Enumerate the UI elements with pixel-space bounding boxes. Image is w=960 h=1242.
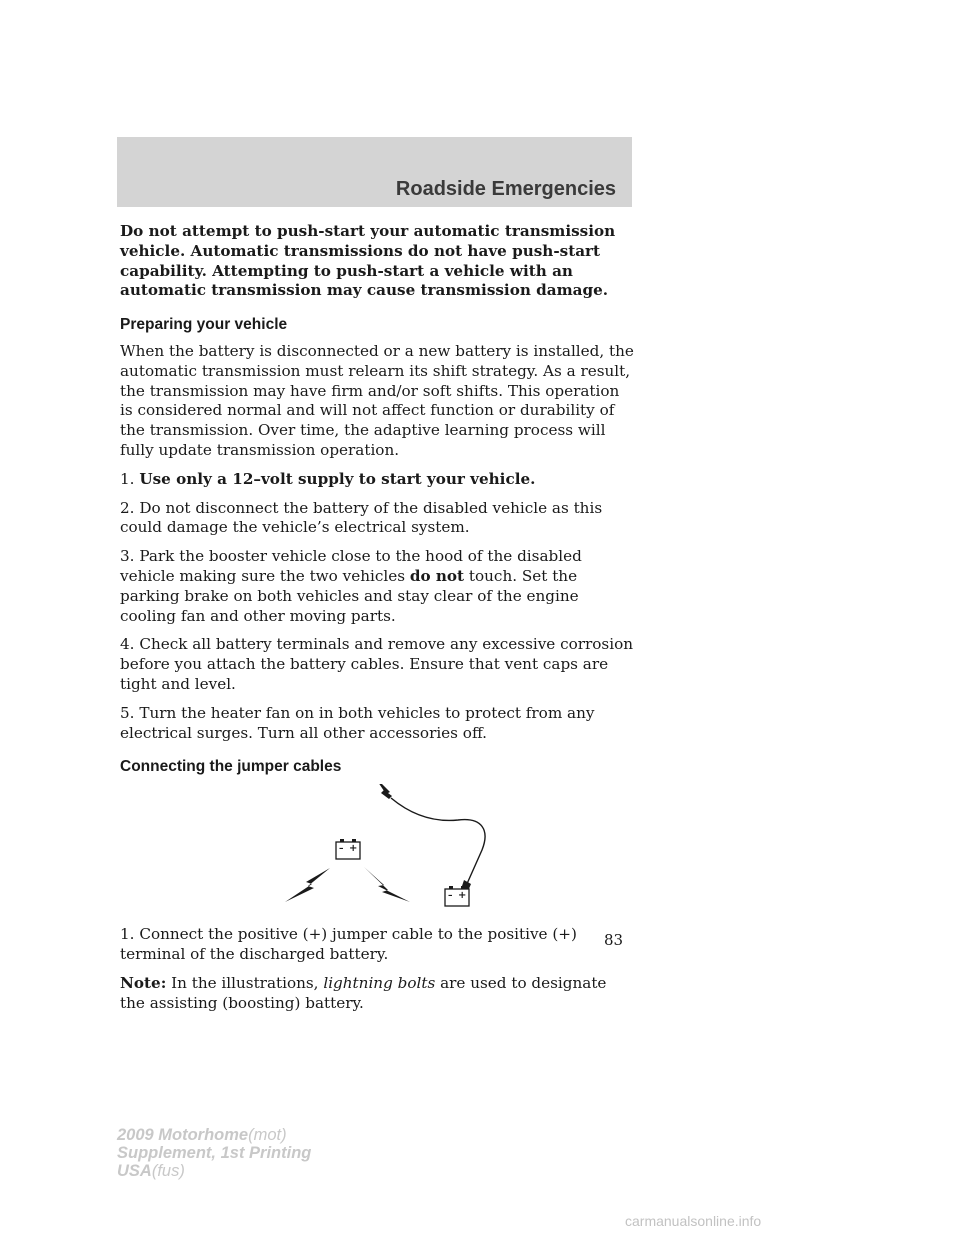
note-pre: In the illustrations,: [166, 973, 324, 992]
step-3-bold: do not: [409, 566, 465, 585]
battery-left-plus: +: [349, 843, 358, 855]
footer-market-code: (fus): [151, 1162, 185, 1180]
page-content: [120, 222, 635, 1022]
jumper-cable-diagram: [120, 784, 635, 919]
step-1-text: Use only a 12–volt supply to start your vehicle.: [139, 469, 536, 488]
page-number: 83: [604, 931, 624, 949]
step-4: 4. Check all battery terminals and remove any excessive corrosion before you attach the battery cables. Ensure that vent caps are tight and level.: [120, 635, 634, 693]
lightning-bolt-left-icon: [285, 868, 330, 902]
connect-step-1: 1. Connect the positive (+) jumper cable to the positive (+) terminal of the discharged battery.: [120, 925, 577, 963]
battery-right-plus: +: [458, 890, 467, 902]
warning-text: Do not attempt to push-start your automatic transmission vehicle. Automatic transmissions do not have push-start capability. Attempting to push-start a vehicle with an automatic transmission may cause transmission damage.: [120, 222, 616, 300]
step-3-pre: 3. Park the booster vehicle close to the hood of the disabled vehicle making sure the two vehicles: [120, 547, 582, 585]
intro-paragraph: When the battery is disconnected or a new battery is installed, the automatic transmission must relearn its shift strategy. As a result, the transmission may have firm and/or soft shifts. This operation is considered normal and will not affect function or durability of the transmission. Over time, the adaptive learning process will fully update transmission operation.: [120, 341, 634, 459]
section-header-band: [117, 137, 632, 207]
battery-right-minus: –: [448, 891, 453, 902]
step-1-number: 1.: [120, 469, 135, 488]
footer-line-3: [117, 1162, 311, 1180]
footer-model: 2009 Motorhome: [117, 1126, 249, 1144]
jumper-cable-illustration: [120, 784, 635, 919]
step-5: 5. Turn the heater fan on in both vehicles to protect from any electrical surges. Turn all other accessories off.: [120, 703, 595, 742]
heading-preparing-vehicle: Preparing your vehicle: [120, 316, 288, 334]
battery-right-icon: [445, 886, 469, 906]
site-watermark: carmanualsonline.info: [625, 1213, 762, 1229]
footer-model-code: (mot): [248, 1126, 287, 1144]
cable-clamp-icon: [378, 784, 392, 799]
jumper-cable-line: [390, 797, 486, 834]
note-label: Note:: [120, 973, 167, 992]
heading-connecting-cables: Connecting the jumper cables: [120, 758, 342, 776]
footer-line-2: Supplement, 1st Printing: [117, 1144, 312, 1162]
battery-left-icon: [336, 839, 360, 859]
print-footer: [117, 1126, 311, 1180]
note-italic: lightning bolts: [323, 973, 436, 992]
step-3-post: touch. Set the parking brake on both vehicles and stay clear of the engine cooling fan and other moving parts.: [120, 566, 579, 625]
jumper-cable-line-visible: [391, 798, 485, 886]
note-post: are used to designate the assisting (boosting) battery.: [120, 973, 607, 1012]
section-title: Roadside Emergencies: [395, 178, 616, 200]
footer-market: USA: [117, 1162, 152, 1180]
step-3: [120, 547, 635, 626]
step-1: [120, 470, 635, 490]
battery-left-minus: –: [339, 844, 344, 855]
step-2: 2. Do not disconnect the battery of the disabled vehicle as this could damage the vehicle’s electrical system.: [120, 498, 603, 537]
footer-line-1: [117, 1126, 311, 1144]
lightning-bolt-right-icon: [364, 867, 410, 902]
note: [120, 974, 635, 1014]
